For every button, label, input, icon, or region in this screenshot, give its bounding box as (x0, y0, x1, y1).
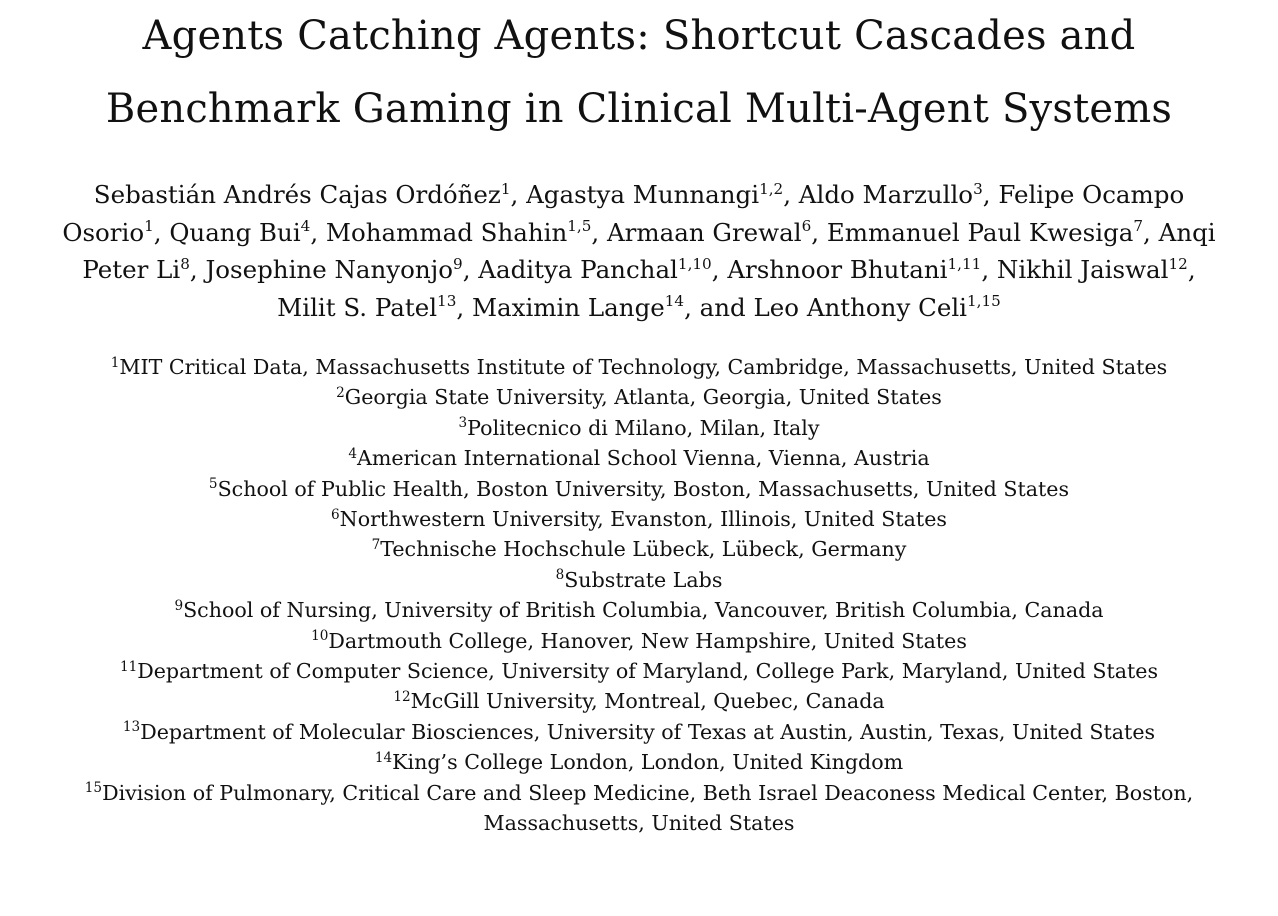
affiliation-item (4, 382, 1274, 412)
affiliation-text: King’s College London, London, United Kingdom (392, 750, 904, 775)
affiliation-text: School of Nursing, University of British Columbia, Vancouver, British Columbia, Canada (183, 598, 1104, 623)
author-affiliation-marker: 14 (664, 292, 685, 311)
author-affiliation-marker: 1,2 (759, 179, 784, 198)
author-name: Sebastián Andrés Cajas Ordóñez (93, 180, 501, 209)
affiliation-list (4, 352, 1274, 839)
affiliation-item (4, 747, 1274, 777)
author-line (4, 289, 1274, 327)
author-name: Josephine Nanyonjo (205, 255, 454, 284)
affiliation-text: Dartmouth College, Hanover, New Hampshire, United States (328, 628, 967, 653)
affiliation-item (4, 534, 1274, 564)
author-affiliation-marker: 6 (801, 217, 812, 236)
affiliation-item (4, 474, 1274, 504)
paper-title-line-1: Agents Catching Agents: Shortcut Cascades and (142, 13, 1136, 59)
author-name: Milit S. Patel (277, 292, 438, 322)
author-separator: , (783, 180, 799, 209)
affiliation-number: 9 (174, 597, 184, 614)
author-affiliation-marker: 8 (180, 254, 190, 273)
affiliation-item (4, 413, 1274, 443)
author-affiliation-marker: 4 (300, 217, 311, 236)
author-separator: , (153, 217, 170, 247)
author-name: Arshnoor Bhutani (727, 255, 948, 284)
affiliation-number: 1 (110, 354, 120, 371)
affiliation-text: American International School Vienna, Vienna, Austria (356, 446, 930, 471)
affiliation-number: 3 (458, 415, 468, 432)
author-name: Maximin Lange (471, 292, 665, 322)
affiliation-item (4, 717, 1274, 747)
author-line (4, 251, 1274, 289)
paper-title-line-2: Benchmark Gaming in Clinical Multi-Agent Systems (105, 86, 1173, 132)
author-line (4, 176, 1274, 214)
author-separator: , (1143, 217, 1159, 247)
affiliation-number: 8 (555, 567, 565, 584)
affiliation-item (4, 686, 1274, 716)
author-affiliation-marker: 1,15 (967, 292, 1001, 311)
affiliation-item (4, 504, 1274, 534)
affiliation-item (4, 595, 1274, 625)
author-separator: , (684, 292, 700, 322)
author-name: Agastya Munnangi (526, 180, 760, 209)
author-affiliation-marker: 1 (500, 179, 511, 198)
author-separator: , (982, 180, 999, 209)
author-separator: , (462, 255, 479, 284)
affiliation-text: MIT Critical Data, Massachusetts Institute of Technology, Cambridge, Massachusetts, United States (119, 355, 1168, 379)
affiliation-text: Georgia State University, Atlanta, Georgia, United States (344, 385, 942, 410)
affiliation-text: Massachusetts, United States (483, 811, 795, 836)
affiliation-text: Department of Computer Science, University of Maryland, College Park, Maryland, United States (137, 659, 1159, 684)
affiliation-item (4, 626, 1274, 656)
author-affiliation-marker: 1,5 (567, 217, 592, 236)
affiliation-text: Substrate Labs (564, 567, 723, 592)
affiliation-number: 7 (371, 536, 381, 553)
affiliation-item (4, 565, 1274, 595)
author-separator: , (310, 217, 326, 247)
affiliation-text: McGill University, Montreal, Quebec, Canada (410, 689, 885, 714)
author-list (4, 176, 1274, 326)
author-separator: , (1187, 255, 1196, 284)
author-name: Peter Li (82, 255, 181, 284)
author-affiliation-marker: 12 (1168, 254, 1188, 273)
affiliation-text: Department of Molecular Biosciences, University of Texas at Austin, Austin, Texas, United States (140, 719, 1156, 744)
author-separator: , (811, 217, 827, 247)
affiliation-text: Technische Hochschule Lübeck, Lübeck, Germany (380, 537, 907, 562)
author-name: Felipe Ocampo (998, 180, 1185, 209)
affiliation-text: Politecnico di Milano, Milan, Italy (467, 415, 820, 440)
author-separator: , (189, 255, 206, 284)
author-affiliation-marker: 7 (1133, 217, 1144, 236)
paper-title (4, 0, 1274, 146)
author-affiliation-marker: 3 (973, 179, 983, 198)
affiliation-text: Division of Pulmonary, Critical Care and Sleep Medicine, Beth Israel Deaconess Medical Center, Boston, (102, 780, 1194, 805)
author-affiliation-marker: 1 (144, 217, 154, 236)
affiliation-text: Northwestern University, Evanston, Illinois, United States (339, 507, 947, 532)
author-affiliation-marker: 1,11 (947, 254, 982, 273)
affiliation-item (4, 443, 1274, 473)
author-affiliation-marker: 1,10 (677, 254, 712, 273)
affiliation-number: 6 (331, 506, 340, 523)
author-name: Armaan Grewal (606, 217, 802, 247)
author-name: Nikhil Jaiswal (996, 255, 1169, 284)
affiliation-item (4, 352, 1274, 382)
affiliation-number: 5 (208, 476, 218, 493)
affiliation-item (4, 656, 1274, 686)
author-name: Osorio (62, 217, 145, 247)
affiliation-number: 2 (336, 384, 345, 401)
affiliation-number: 13 (122, 719, 141, 736)
author-name: Aldo Marzullo (798, 180, 974, 209)
author-separator: , (981, 255, 997, 284)
author-name: Anqi (1158, 217, 1216, 247)
author-name: and Leo Anthony Celi (699, 292, 968, 322)
affiliation-item (4, 778, 1274, 808)
author-name: Mohammad Shahin (325, 217, 568, 247)
affiliation-number: 12 (393, 689, 411, 705)
affiliation-number: 11 (119, 658, 138, 675)
author-affiliation-marker: 13 (437, 292, 457, 311)
affiliation-text: School of Public Health, Boston University, Boston, Massachusetts, United States (217, 476, 1070, 501)
author-name: Emmanuel Paul Kwesiga (826, 217, 1134, 247)
author-name: Quang Bui (169, 217, 301, 247)
author-separator: , (456, 292, 472, 322)
author-line (4, 214, 1274, 252)
author-name: Aaditya Panchal (478, 255, 678, 284)
affiliation-number: 15 (84, 780, 103, 797)
affiliation-number: 14 (374, 749, 393, 766)
author-separator: , (711, 255, 728, 284)
affiliation-number: 10 (311, 628, 329, 645)
author-affiliation-marker: 9 (453, 254, 463, 273)
author-separator: , (591, 217, 607, 247)
affiliation-number: 4 (348, 445, 357, 462)
affiliation-item (4, 808, 1274, 838)
author-separator: , (510, 180, 527, 209)
